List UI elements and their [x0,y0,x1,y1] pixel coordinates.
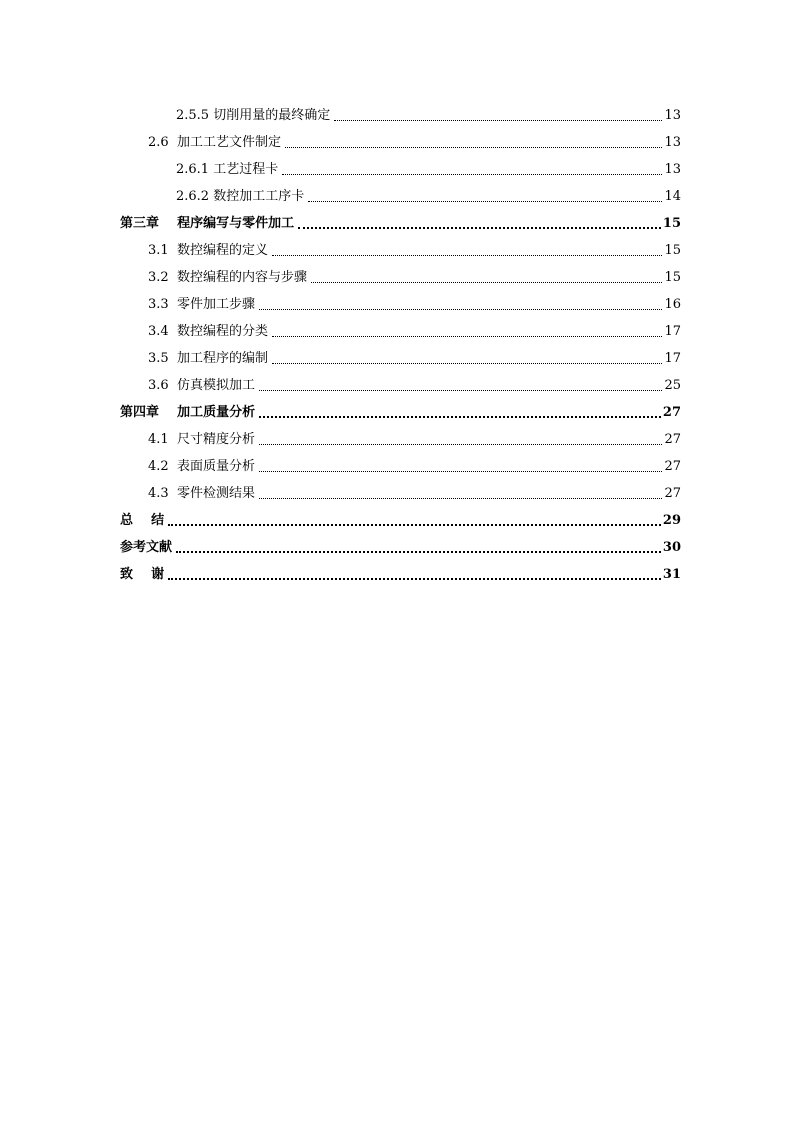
toc-entry-page: 15 [664,243,681,258]
dot-leader [259,309,663,310]
toc-entry[interactable] [148,345,681,367]
dot-leader [285,147,663,148]
toc-entry-label: 3.5 加工程序的编制 [148,351,268,366]
dot-leader [168,524,661,526]
toc-entry-label: 第三章 程序编写与零件加工 [120,216,295,231]
toc-entry-page: 29 [662,513,681,528]
dot-leader [176,551,661,553]
toc-entry-page: 16 [664,297,681,312]
toc-entry[interactable] [148,372,681,394]
toc-entry[interactable] [148,453,681,475]
toc-entry[interactable] [176,183,681,205]
toc-chapter-entry[interactable] [120,507,681,529]
toc-entry-page: 27 [664,432,681,447]
dot-leader [311,282,663,283]
toc-chapter-entry[interactable] [120,534,681,556]
dot-leader [259,498,663,499]
toc-entry[interactable] [148,129,681,151]
toc-entry-page: 17 [664,351,681,366]
toc-entry-page: 13 [664,135,681,150]
dot-leader [272,336,663,337]
dot-leader [259,471,663,472]
toc-entry-label: 3.6 仿真模拟加工 [148,378,255,393]
dot-leader [282,174,662,175]
dot-leader [272,363,663,364]
toc-entry-page: 15 [662,216,681,231]
dot-leader [272,255,663,256]
toc-chapter-entry[interactable] [120,210,681,232]
toc-entry-label: 3.4 数控编程的分类 [148,324,268,339]
toc-entry-page: 13 [664,162,681,177]
toc-entry-label: 总 结 [120,513,165,528]
dot-leader [308,201,662,202]
toc-entry-page: 27 [664,486,681,501]
toc-entry-label: 4.3 零件检测结果 [148,486,255,501]
toc-entry[interactable] [148,480,681,502]
toc-entry-label: 致 谢 [120,567,165,582]
toc-entry[interactable] [148,291,681,313]
toc-entry[interactable] [148,426,681,448]
toc-entry-label: 3.3 零件加工步骤 [148,297,255,312]
dot-leader [259,390,663,391]
toc-entry-page: 31 [662,567,681,582]
toc-entry-page: 27 [664,459,681,474]
toc-entry-page: 13 [664,108,681,123]
dot-leader [334,120,662,121]
toc-entry[interactable] [148,237,681,259]
toc-entry-page: 15 [664,270,681,285]
toc-entry-page: 25 [664,378,681,393]
dot-leader [259,444,663,445]
toc-chapter-entry[interactable] [120,561,681,583]
toc-entry[interactable] [148,318,681,340]
toc-entry[interactable] [148,264,681,286]
toc-entry-label: 2.6 加工工艺文件制定 [148,135,281,150]
toc-entry-label: 4.1 尺寸精度分析 [148,432,255,447]
dot-leader [298,227,661,229]
toc-chapter-entry[interactable] [120,399,681,421]
toc-entry-label: 4.2 表面质量分析 [148,459,255,474]
toc-entry-label: 3.1 数控编程的定义 [148,243,268,258]
dot-leader [168,578,661,580]
toc-entry[interactable] [176,102,681,124]
toc-entry-label: 2.6.2 数控加工工序卡 [176,189,305,204]
toc-entry-label: 第四章 加工质量分析 [120,405,256,420]
dot-leader [259,416,661,418]
toc-entry-page: 17 [664,324,681,339]
toc-entry-label: 2.6.1 工艺过程卡 [176,162,279,177]
toc-entry-page: 14 [664,189,681,204]
toc-entry-label: 参考文献 [120,540,173,555]
toc-entry-label: 2.5.5 切削用量的最终确定 [176,108,331,123]
toc-entry-label: 3.2 数控编程的内容与步骤 [148,270,307,285]
toc-entry-page: 30 [662,540,681,555]
toc-entry-page: 27 [662,405,681,420]
toc-entry[interactable] [176,156,681,178]
